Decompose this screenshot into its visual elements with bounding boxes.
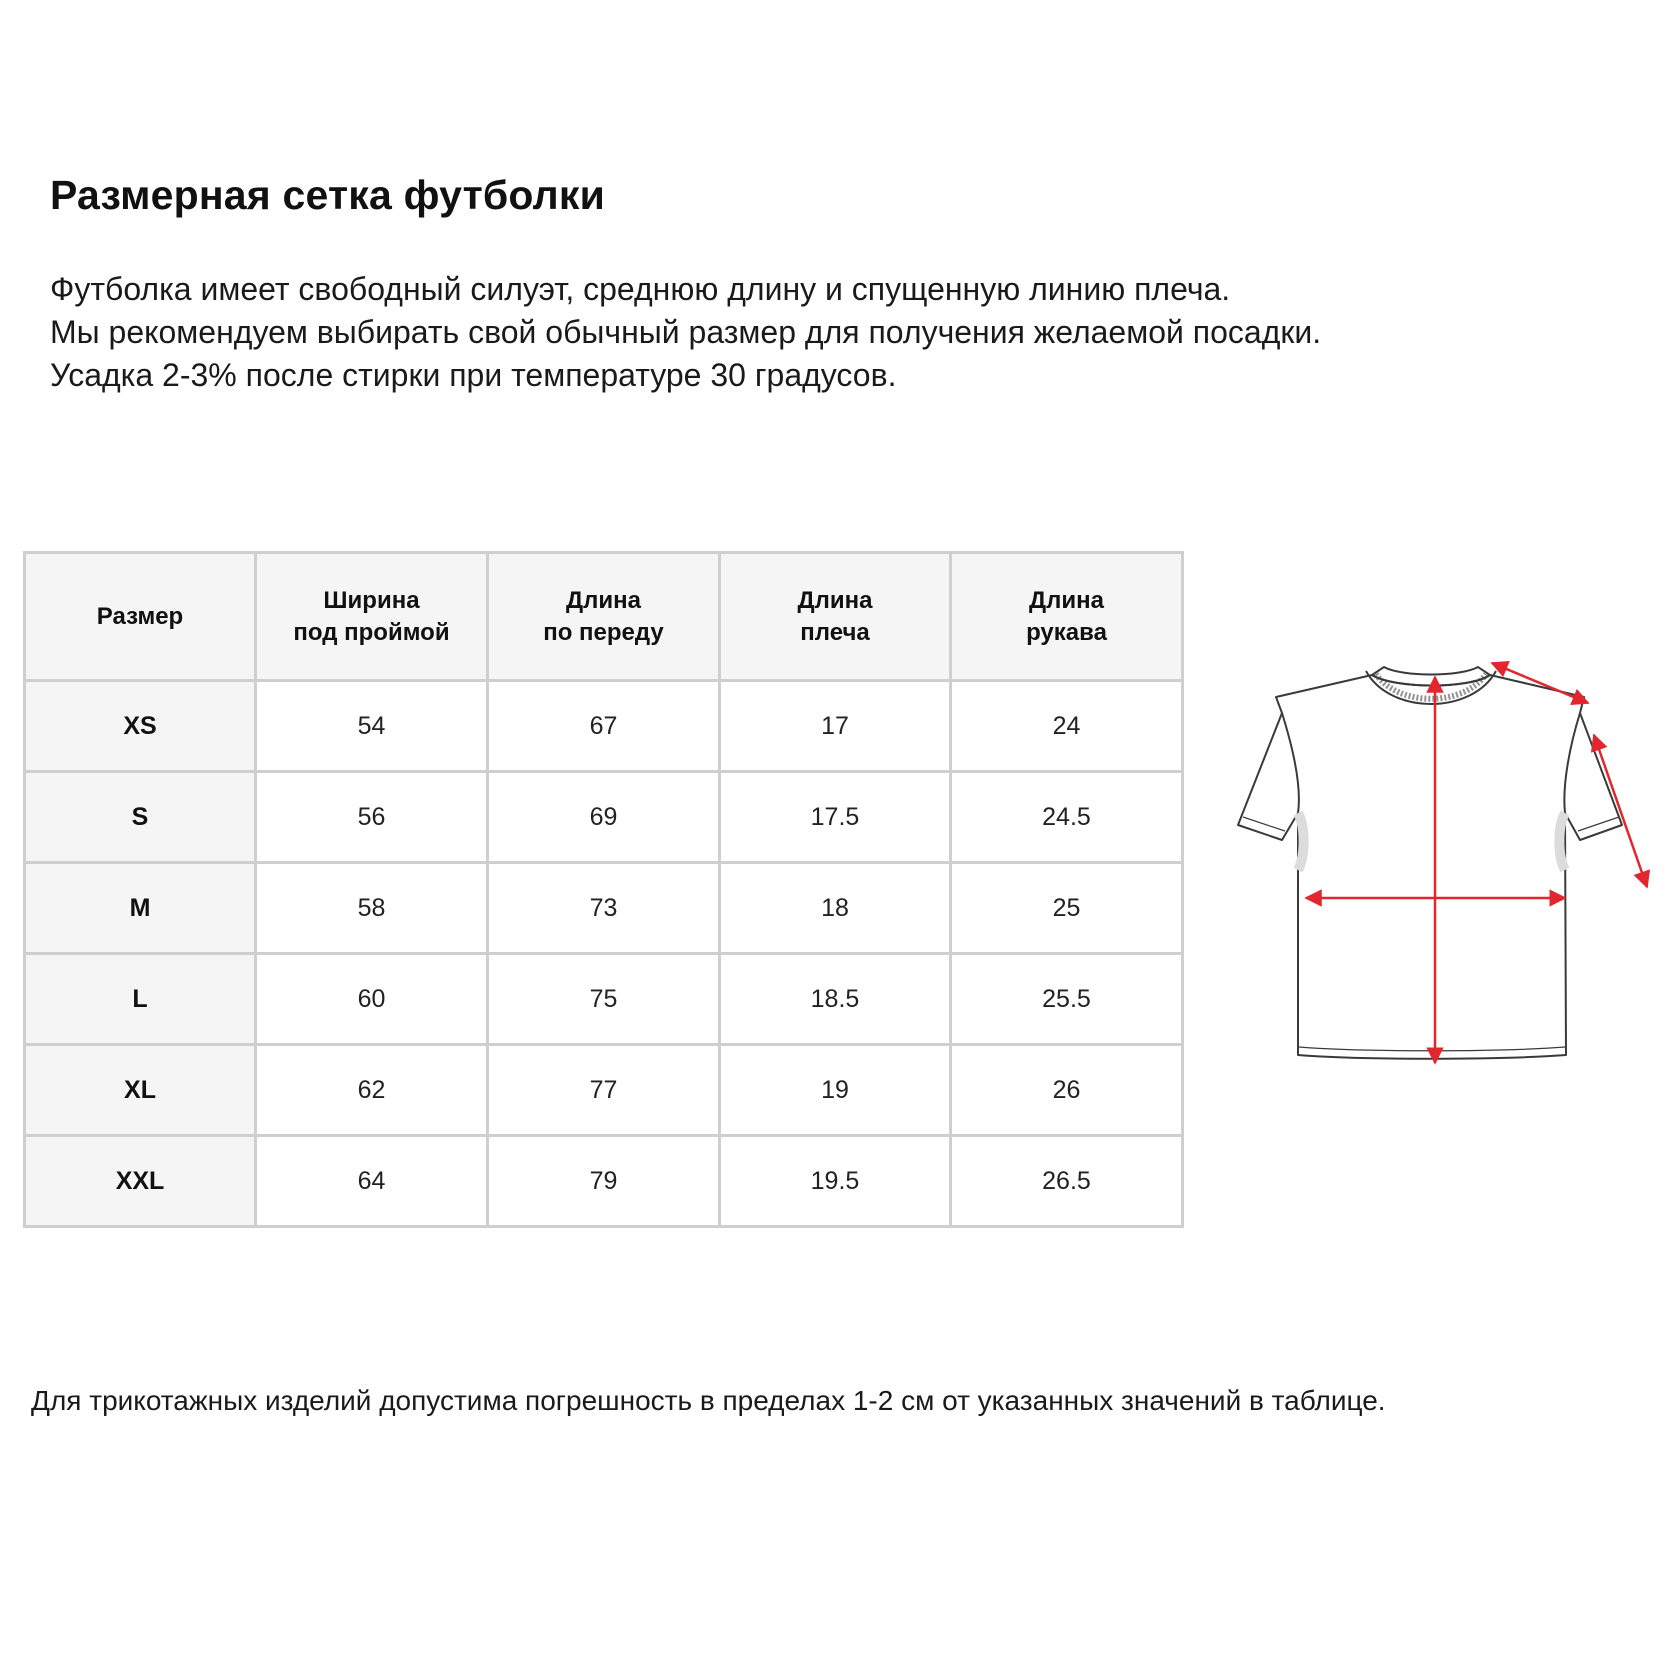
- intro-line: Усадка 2-3% после стирки при температуре 30 градусов.: [50, 357, 897, 393]
- size-cell: XXL: [25, 1136, 256, 1227]
- table-cell: 67: [488, 681, 720, 772]
- header-sleeve-length: Длина рукава: [951, 553, 1183, 681]
- table-cell: 26.5: [951, 1136, 1183, 1227]
- collar-rib: [1366, 667, 1496, 704]
- table-cell: 77: [488, 1045, 720, 1136]
- table-cell: 17: [720, 681, 951, 772]
- table-cell: 25.5: [951, 954, 1183, 1045]
- table-cell: 64: [256, 1136, 488, 1227]
- intro-line: Мы рекомендуем выбирать свой обычный размер для получения желаемой посадки.: [50, 314, 1322, 350]
- table-cell: 54: [256, 681, 488, 772]
- size-cell: M: [25, 863, 256, 954]
- side-shading-right: [1559, 813, 1565, 870]
- size-cell: XS: [25, 681, 256, 772]
- table-cell: 18.5: [720, 954, 951, 1045]
- shoulder-length-arrow: [1492, 663, 1588, 703]
- footnote: Для трикотажных изделий допустима погрешность в пределах 1-2 см от указанных значений в таблице.: [31, 1385, 1386, 1416]
- table-row: [25, 1136, 1183, 1227]
- table-cell: 60: [256, 954, 488, 1045]
- page-title: Размерная сетка футболки: [50, 172, 606, 218]
- table-cell: 24.5: [951, 772, 1183, 863]
- table-header-row: [25, 553, 1183, 681]
- table-cell: 62: [256, 1045, 488, 1136]
- measurement-arrows: [1306, 663, 1647, 1063]
- table-cell: 24: [951, 681, 1183, 772]
- table-cell: 56: [256, 772, 488, 863]
- side-shading-left: [1298, 813, 1304, 870]
- table-cell: 79: [488, 1136, 720, 1227]
- tshirt-diagram: [1210, 655, 1670, 1175]
- table-cell: 73: [488, 863, 720, 954]
- table-cell: 18: [720, 863, 951, 954]
- header-size: Размер: [25, 553, 256, 681]
- header-chest-width: Ширина под проймой: [256, 553, 488, 681]
- table-row: [25, 954, 1183, 1045]
- intro-text: [50, 268, 1321, 397]
- table-cell: 19.5: [720, 1136, 951, 1227]
- size-cell: S: [25, 772, 256, 863]
- size-cell: XL: [25, 1045, 256, 1136]
- table-cell: 19: [720, 1045, 951, 1136]
- table-row: [25, 863, 1183, 954]
- table-cell: 25: [951, 863, 1183, 954]
- table-row: [25, 1045, 1183, 1136]
- table-cell: 58: [256, 863, 488, 954]
- table-cell: 69: [488, 772, 720, 863]
- table-row: [25, 772, 1183, 863]
- table-row: [25, 681, 1183, 772]
- sleeve-length-arrow: [1594, 735, 1647, 887]
- table-cell: 17.5: [720, 772, 951, 863]
- header-front-length: Длина по переду: [488, 553, 720, 681]
- table-cell: 75: [488, 954, 720, 1045]
- header-shoulder-length: Длина плеча: [720, 553, 951, 681]
- intro-line: Футболка имеет свободный силуэт, среднюю длину и спущенную линию плеча.: [50, 271, 1231, 307]
- table-cell: 26: [951, 1045, 1183, 1136]
- size-table: [23, 551, 1184, 1228]
- size-cell: L: [25, 954, 256, 1045]
